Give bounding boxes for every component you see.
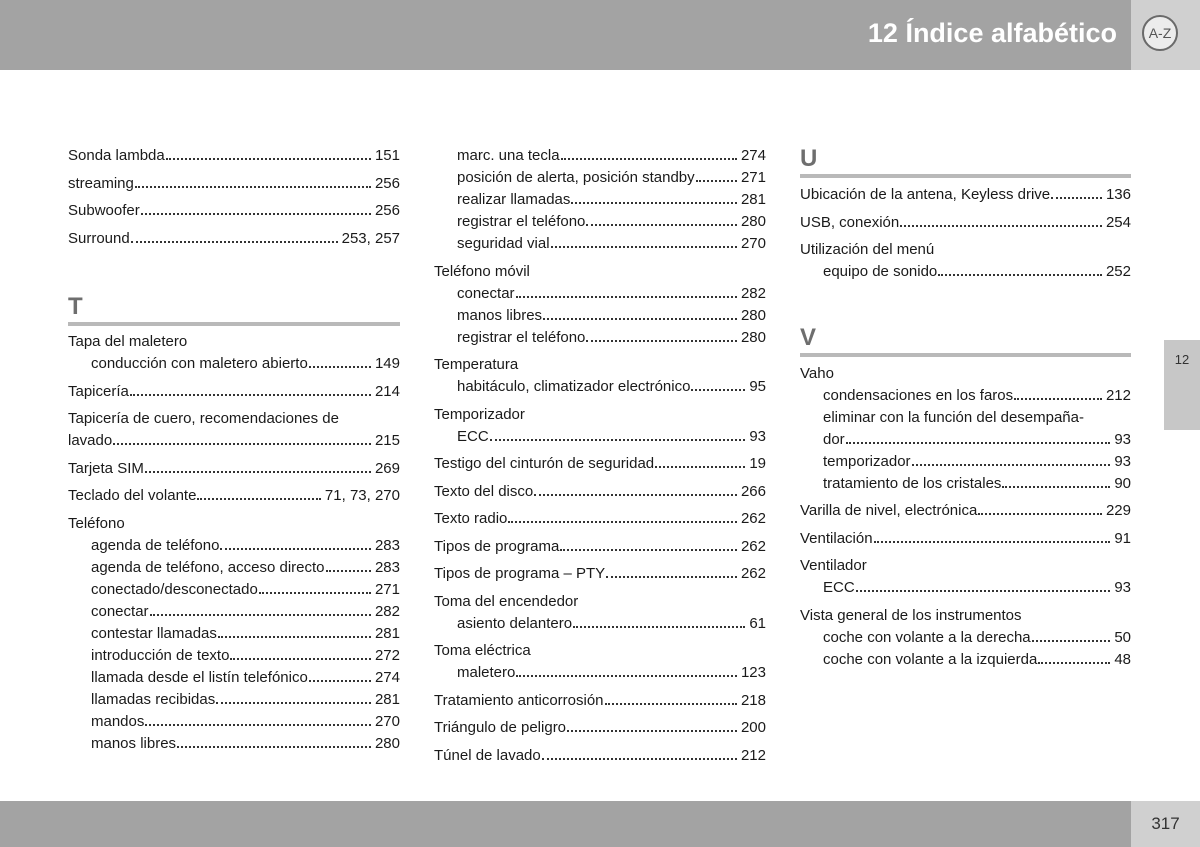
entry-label: manos libres	[457, 306, 543, 324]
entry-heading: Utilización del menú	[800, 241, 935, 258]
index-entry	[434, 745, 766, 767]
index-entry	[434, 536, 766, 558]
entry-label: conectar	[457, 284, 515, 302]
index-subentry	[800, 451, 1131, 473]
entry-page: 212	[740, 746, 766, 764]
entry-label: conectado/desconectado	[91, 580, 258, 598]
entry-label: Ubicación de la antena, Keyless drive	[800, 186, 1051, 203]
entry-label: agenda de teléfono, acceso directo	[91, 558, 325, 576]
entry-page: 229	[1105, 502, 1131, 519]
entry-heading: Tapicería de cuero, recomendaciones de	[68, 410, 339, 427]
entry-label: conectar	[91, 602, 149, 620]
index-subentry	[434, 189, 766, 211]
leader-dots	[218, 636, 371, 638]
entry-page: 19	[749, 455, 766, 472]
index-entry	[68, 200, 400, 222]
entry-label: equipo de sonido	[823, 263, 938, 280]
entry-page: 90	[1114, 474, 1131, 492]
entry-label: conducción con maletero abierto	[91, 355, 308, 372]
index-subentry	[434, 662, 766, 684]
entry-label: seguridad vial	[457, 235, 550, 252]
entry-label: posición de alerta, posición standby	[457, 169, 695, 186]
leader-dots	[131, 241, 338, 243]
entry-label: lavado	[68, 432, 113, 449]
entry-page: 215	[374, 432, 400, 449]
index-entry	[68, 228, 400, 250]
leader-dots	[230, 658, 371, 660]
entry-label: Tapicería	[68, 382, 129, 400]
index-entry	[800, 184, 1131, 206]
entry-label: ECC	[823, 579, 855, 596]
entry-page: 269	[374, 459, 400, 477]
entry-page: 282	[374, 602, 400, 620]
entry-page: 93	[1114, 452, 1131, 470]
index-subentry	[434, 327, 766, 349]
entry-label: contestar llamadas	[91, 624, 217, 642]
index-subentry	[68, 645, 400, 667]
leader-dots	[309, 366, 371, 368]
entry-page: 93	[1114, 430, 1131, 448]
index-entry	[68, 381, 400, 403]
leader-dots	[1014, 398, 1102, 400]
chapter-side-tab: 12	[1164, 340, 1200, 430]
entry-label: Teclado del volante	[68, 487, 197, 504]
leader-dots	[197, 498, 320, 500]
leader-dots	[691, 389, 745, 391]
entry-label: registrar el teléfono	[457, 213, 586, 230]
entry-page: 281	[374, 624, 400, 642]
leader-dots	[586, 224, 737, 226]
entry-page: 151	[374, 147, 400, 164]
entry-page: 282	[740, 284, 766, 302]
index-entry	[68, 173, 400, 195]
section-letter: U	[800, 145, 818, 172]
entry-label: coche con volante a la izquierda	[823, 650, 1038, 668]
leader-dots	[130, 394, 371, 396]
leader-dots	[166, 158, 371, 160]
entry-label: Tipos de programa – PTY	[434, 565, 606, 582]
page-footer	[0, 801, 1131, 847]
page-number-box	[1131, 801, 1200, 847]
entry-page: 270	[374, 712, 400, 730]
index-entry	[68, 485, 400, 507]
entry-page: 123	[740, 664, 766, 681]
entry-page: 280	[740, 213, 766, 230]
index-subentry	[434, 376, 766, 398]
entry-page: 254	[1105, 213, 1131, 231]
page-number: 317	[1151, 814, 1180, 833]
entry-label: Tarjeta SIM	[68, 459, 144, 477]
index-subentry	[434, 613, 766, 635]
entry-page: 93	[1114, 579, 1131, 596]
leader-dots	[874, 541, 1111, 543]
entry-heading: Vista general de los instrumentos	[800, 606, 1022, 624]
entry-heading: Toma eléctrica	[434, 642, 531, 659]
entry-page: 149	[374, 355, 400, 372]
index-subentry	[434, 167, 766, 189]
entry-page: 271	[740, 169, 766, 186]
entry-label: tratamiento de los cristales	[823, 474, 1002, 492]
leader-dots	[1032, 640, 1111, 642]
index-entry	[800, 500, 1131, 522]
entry-label: llamadas recibidas	[91, 690, 216, 708]
entry-page: 200	[740, 719, 766, 736]
entry-page: 270	[740, 235, 766, 252]
leader-dots	[259, 592, 371, 594]
index-subentry	[800, 385, 1131, 407]
entry-page: 271	[374, 580, 400, 598]
entry-heading: Tapa del maletero	[68, 333, 188, 350]
index-subentry	[434, 305, 766, 327]
entry-label: streaming	[68, 174, 134, 192]
leader-dots	[177, 746, 371, 748]
entry-page: 212	[1105, 386, 1131, 404]
entry-label: ECC	[457, 427, 489, 445]
leader-dots	[846, 442, 1111, 444]
leader-dots	[135, 186, 371, 188]
index-subentry	[800, 627, 1131, 649]
entry-label: mandos	[91, 712, 145, 730]
index-column-1	[68, 140, 400, 755]
section-letter-u	[800, 146, 1131, 178]
leader-dots	[605, 703, 737, 705]
index-entry	[434, 717, 766, 739]
entry-page: 136	[1105, 186, 1131, 203]
entry-label: llamada desde el listín telefónico	[91, 668, 308, 686]
index-entry	[434, 563, 766, 585]
leader-dots	[543, 318, 737, 320]
index-subentry	[68, 689, 400, 711]
entry-heading: Temperatura	[434, 356, 519, 373]
entry-label: Surround	[68, 229, 130, 247]
index-column-3	[800, 140, 1131, 671]
entry-label: Triángulo de peligro	[434, 719, 567, 736]
leader-dots	[696, 180, 737, 182]
entry-page: 272	[374, 646, 400, 664]
entry-page: 266	[740, 482, 766, 500]
leader-dots	[561, 158, 737, 160]
leader-dots	[516, 296, 737, 298]
entry-label: Varilla de nivel, electrónica	[800, 502, 978, 519]
entry-page: 280	[740, 328, 766, 346]
entry-label: coche con volante a la derecha	[823, 628, 1031, 646]
index-subentry	[434, 233, 766, 255]
entry-heading: eliminar con la función del desempaña-	[823, 408, 1084, 426]
index-entry	[434, 481, 766, 503]
leader-dots	[220, 548, 371, 550]
entry-label: dor	[823, 430, 845, 448]
entry-page: 283	[374, 558, 400, 576]
entry-heading: Vaho	[800, 364, 834, 382]
entry-label: Sonda lambda	[68, 147, 165, 164]
entry-page: 256	[374, 174, 400, 192]
leader-dots	[1051, 197, 1102, 199]
entry-page: 93	[749, 427, 766, 445]
section-letter: T	[68, 292, 83, 320]
index-subentry	[800, 577, 1131, 599]
entry-page: 50	[1114, 628, 1131, 646]
entry-label: Testigo del cinturón de seguridad	[434, 455, 655, 472]
leader-dots	[573, 626, 745, 628]
entry-page: 274	[740, 147, 766, 164]
entry-label: habitáculo, climatizador electrónico	[457, 378, 691, 395]
entry-label: condensaciones en los faros	[823, 386, 1014, 404]
entry-page: 253, 257	[341, 229, 400, 247]
entry-label: introducción de texto	[91, 646, 230, 664]
entry-label: Subwoofer	[68, 202, 140, 219]
entry-page: 91	[1114, 529, 1131, 547]
index-subentry	[434, 283, 766, 305]
entry-page: 280	[374, 734, 400, 752]
section-letter-t	[68, 294, 400, 326]
entry-label: asiento delantero	[457, 614, 573, 632]
index-subentry	[68, 579, 400, 601]
az-index-icon: A-Z	[1142, 15, 1178, 51]
index-entry	[68, 458, 400, 480]
index-subentry	[68, 353, 400, 375]
leader-dots	[490, 439, 746, 441]
index-entry	[434, 690, 766, 712]
entry-page: 283	[374, 536, 400, 554]
index-entry	[68, 430, 400, 452]
leader-dots	[145, 724, 371, 726]
entry-label: manos libres	[91, 734, 177, 752]
chapter-title: 12 Índice alfabético	[867, 18, 1117, 48]
leader-dots	[655, 466, 745, 468]
leader-dots	[938, 274, 1102, 276]
leader-dots	[141, 213, 371, 215]
index-subentry	[434, 426, 766, 448]
leader-dots	[542, 758, 737, 760]
leader-dots	[606, 576, 737, 578]
index-subentry	[68, 733, 400, 755]
entry-heading: Temporizador	[434, 405, 525, 423]
entry-label: Texto radio	[434, 510, 508, 527]
index-subentry	[800, 261, 1131, 283]
entry-page: 95	[749, 378, 766, 395]
section-letter-v	[800, 325, 1131, 357]
chapter-tab	[1131, 0, 1200, 70]
entry-page: 252	[1105, 263, 1131, 280]
entry-label: registrar el teléfono	[457, 328, 586, 346]
index-subentry	[68, 711, 400, 733]
leader-dots	[216, 702, 371, 704]
leader-dots	[586, 340, 737, 342]
leader-dots	[900, 225, 1102, 227]
leader-dots	[508, 521, 737, 523]
index-subentry	[68, 623, 400, 645]
entry-page: 262	[740, 565, 766, 582]
index-subentry	[68, 667, 400, 689]
entry-label: temporizador	[823, 452, 911, 470]
leader-dots	[1002, 486, 1110, 488]
entry-label: marc. una tecla	[457, 147, 560, 164]
index-subentry	[800, 429, 1131, 451]
index-subentry	[68, 557, 400, 579]
entry-page: 262	[740, 537, 766, 555]
entry-heading: Teléfono móvil	[434, 262, 530, 280]
index-subentry	[800, 473, 1131, 495]
entry-label: Tipos de programa	[434, 537, 560, 555]
entry-page: 280	[740, 306, 766, 324]
leader-dots	[856, 590, 1111, 592]
leader-dots	[113, 443, 371, 445]
entry-label: USB, conexión	[800, 213, 900, 231]
entry-page: 71, 73, 270	[324, 487, 400, 504]
entry-page: 274	[374, 668, 400, 686]
entry-heading: Teléfono	[68, 514, 125, 532]
leader-dots	[326, 570, 371, 572]
leader-dots	[150, 614, 371, 616]
index-subentry	[68, 535, 400, 557]
entry-page: 48	[1114, 650, 1131, 668]
index-subentry	[434, 211, 766, 233]
index-column-2	[434, 140, 766, 767]
page-header	[0, 0, 1131, 70]
entry-page: 281	[374, 690, 400, 708]
entry-page: 262	[740, 510, 766, 527]
leader-dots	[912, 464, 1111, 466]
entry-label: Túnel de lavado	[434, 746, 541, 764]
entry-label: agenda de teléfono	[91, 536, 220, 554]
entry-label: Ventilación	[800, 529, 873, 547]
index-entry	[800, 212, 1131, 234]
entry-label: maletero	[457, 664, 516, 681]
leader-dots	[1038, 662, 1110, 664]
index-entry	[800, 528, 1131, 550]
entry-heading: Ventilador	[800, 557, 867, 574]
index-subentry	[800, 649, 1131, 671]
index-entry	[434, 453, 766, 475]
leader-dots	[551, 246, 737, 248]
entry-label: Tratamiento anticorrosión	[434, 691, 604, 709]
entry-page: 218	[740, 691, 766, 709]
entry-page: 256	[374, 202, 400, 219]
index-entry	[68, 145, 400, 167]
leader-dots	[309, 680, 371, 682]
section-letter: V	[800, 324, 817, 351]
entry-page: 214	[374, 382, 400, 400]
entry-page: 281	[740, 191, 766, 208]
leader-dots	[567, 730, 737, 732]
leader-dots	[560, 549, 737, 551]
leader-dots	[571, 202, 737, 204]
index-subentry	[68, 601, 400, 623]
leader-dots	[145, 471, 371, 473]
entry-page: 61	[749, 614, 766, 632]
index-entry	[434, 508, 766, 530]
entry-label: realizar llamadas	[457, 191, 571, 208]
entry-heading: Toma del encendedor	[434, 592, 579, 610]
leader-dots	[978, 513, 1102, 515]
entry-label: Texto del disco	[434, 482, 534, 500]
leader-dots	[534, 494, 737, 496]
leader-dots	[516, 675, 737, 677]
index-subentry	[434, 145, 766, 167]
